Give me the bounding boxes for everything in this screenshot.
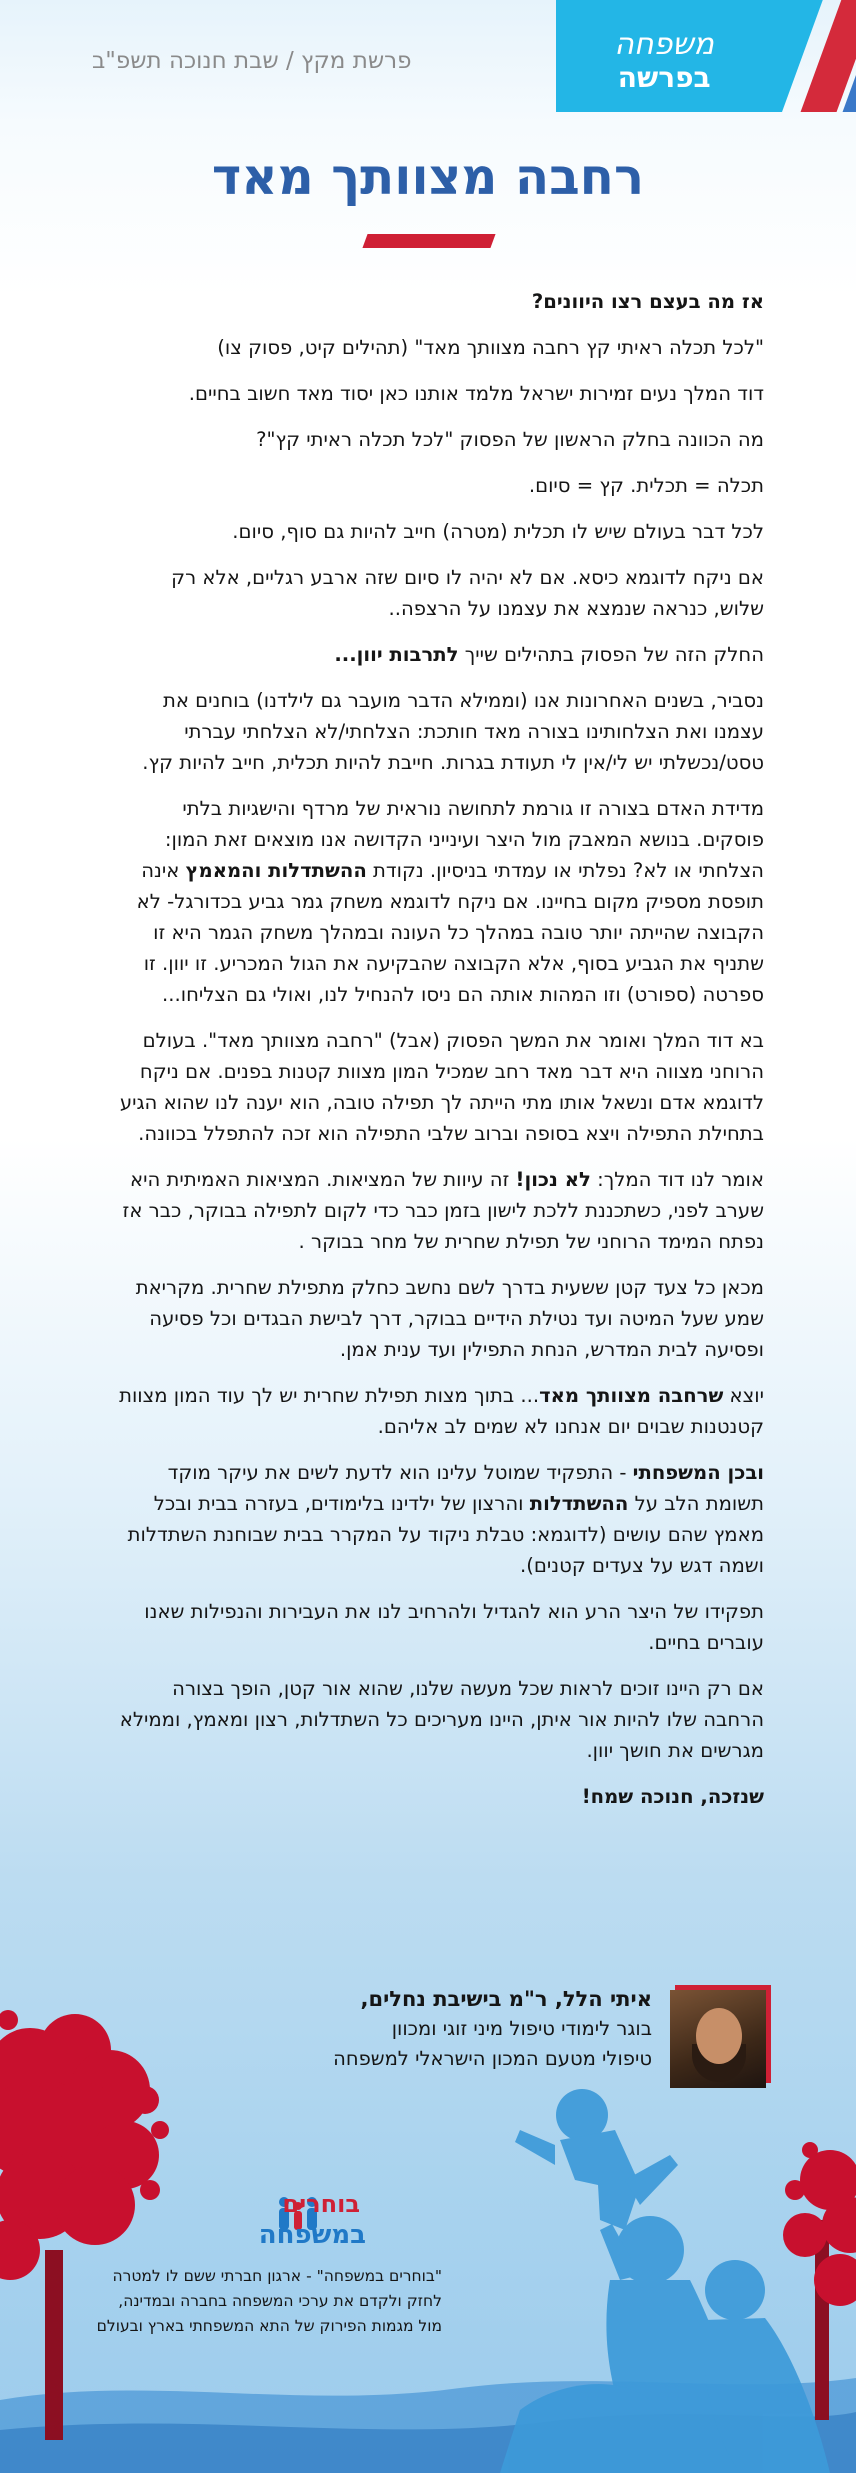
- article-paragraph: [116, 562, 764, 624]
- bold-text: ובכן המשפחתי: [632, 1461, 764, 1484]
- bold-text: ההשתדלות והמאמץ: [185, 859, 367, 882]
- article-paragraph: [116, 1380, 764, 1442]
- organization-logo: [62, 2186, 452, 2256]
- text-segment: תפקידו של היצר הרע הוא להגדיל ולהרחיב לנו את העבירות והנפילות שאנו עוברים בחיים.: [144, 1600, 764, 1654]
- text-segment: דוד המלך נעים זמירות ישראל מלמד אותנו כאן יסוד מאד חשוב בחיים.: [188, 382, 764, 405]
- article-paragraph: [116, 378, 764, 409]
- text-segment: נסביר, בשנים האחרונות אנו (וממילא הדבר מועבר גם לילדנו) בוחנים את עצמנו ואת הצלחותינו בצורה מאד חותכת: הצלחתי/לא הצלחתי עברתי טסט/נכשלתי יש לי/אין לי תעודת בגרות. חייבת להיות תכלית, חייב להיות קץ.: [142, 689, 764, 774]
- bold-text: אז מה בעצם רצו היוונים?: [531, 290, 764, 313]
- organization-desc-line-2: לחזק ולקדם את ערכי המשפחה בחברה ובמדינה,: [118, 2292, 442, 2310]
- organization-block: [62, 2186, 452, 2339]
- author-credential-1: בוגר לימודי טיפול מיני זוגי ומכוון: [391, 2017, 652, 2040]
- article-paragraph: [116, 1781, 764, 1812]
- bold-text: לתרבות יוון...: [334, 643, 459, 666]
- logo-line-2: בפרשה: [617, 61, 711, 94]
- title-underline: [362, 234, 495, 248]
- header: [0, 0, 856, 130]
- author-credential-2: טיפולי מטעם המכון הישראלי למשפחה: [333, 2047, 652, 2070]
- text-segment: בא דוד המלך ואומר את המשך הפסוק (אבל) "רחבה מצוותך מאד". בעולם הרוחני מצווה היא דבר מאד רחב שמכיל המון מצוות קטנות בפנים. אם ניקח לדוגמא אדם ונשאל אותו מתי הייתה לך תפילה טובה, הוא יענה לנו שהוא הגיע בתחילת התפילה ויצא בסופה וברוב שלבי התפילה הוא זכה להתפלל בכוונה.: [119, 1029, 764, 1145]
- article-paragraph: [116, 793, 764, 1010]
- text-segment: - התפקיד שמוטל עלינו הוא לדעת לשים את עיקר מוקד תשומת הלב על: [167, 1461, 764, 1515]
- bold-text: שרחבה מצוותך מאד: [539, 1384, 724, 1407]
- organization-desc-line-1: "בוחרים במשפחה" - ארגון חברתי ששם לו למטרה: [112, 2267, 442, 2285]
- logo-line-1: משפחה: [614, 27, 714, 62]
- author-photo: [670, 1990, 766, 2088]
- text-segment: תכלה = תכלית. קץ = סיום.: [528, 474, 764, 497]
- text-segment: אינה תופסת מספיק מקום בחיינו. אם ניקח לדוגמא משחק גמר גביע בכדורגל- לא הקבוצה שהייתה יותר טובה במהלך כל העונה ובמהלך משחק הגמר היא זו שתניף את הגביע בסוף, אלא הקבוצה שהבקיעה את הגול המכריע. זו יוון. זו ספרטה (ספורט) וזו המהות אותה הם ניסו להנחיל לנו, ואולי גם הצליחו...: [136, 859, 764, 1006]
- article-paragraph: [116, 1673, 764, 1766]
- organization-desc-line-3: מול מגמות הפירוק של התא המשפחתי בארץ ובעולם: [96, 2317, 442, 2335]
- article-paragraph: [116, 639, 764, 670]
- text-segment: "לכל תכלה ראיתי קץ רחבה מצוותך מאד" (תהילים קיט, פסוק צו): [217, 336, 764, 359]
- article-paragraph: [116, 1272, 764, 1365]
- article-paragraph: [116, 1164, 764, 1257]
- article-body: [116, 286, 764, 1827]
- article-paragraph: [116, 424, 764, 455]
- ground-wave: [0, 2378, 856, 2473]
- text-segment: והרצון של ילדינו בלימודים, בעזרה בבית ובכל מאמץ שהם עושים (לדוגמא: טבלת ניקוד על המקרר בבית שבוחנת השתדלות ושמה דגש על צעדים קטנים).: [127, 1492, 764, 1577]
- text-segment: ... בתוך מצות תפילת שחרית יש לך עוד המון מצוות קטנטנות שבוים יום אנחנו לא שמים לב אליהם.: [119, 1384, 764, 1438]
- parasha-label: פרשת מקץ / שבת חנוכה תשפ"ב: [92, 48, 412, 74]
- article-paragraph: [116, 1596, 764, 1658]
- article-paragraph: [116, 332, 764, 363]
- article-paragraph: [116, 1457, 764, 1581]
- text-segment: זה עיוות של המציאות. המציאות האמיתית היא שערב לפני, כשתכננת ללכת לישון בזמן כבר כדי לקום לתפילה בבוקר, כבר אז נפתח המימד הרוחני של תפילת שחרית של מחר בבוקר .: [122, 1168, 764, 1253]
- brand-logo: [556, 0, 856, 112]
- family-silhouette: [500, 2089, 830, 2473]
- author-name: איתי הלל, ר"מ בישיבת נחלים,: [360, 1987, 652, 2011]
- red-tree-right: [783, 2142, 856, 2420]
- article-paragraph: [116, 685, 764, 778]
- article-paragraph: [116, 470, 764, 501]
- text-segment: אם ניקח לדוגמא כיסא. אם לא יהיה לו סיום שזה ארבע רגליים, אלא רק שלוש, כנראה שנמצא את עצמנו על הרצפה..: [171, 566, 764, 620]
- article-paragraph: [116, 286, 764, 317]
- text-segment: אומר לנו דוד המלך:: [590, 1168, 764, 1191]
- page-title: רחבה מצוותך מאד: [211, 148, 645, 206]
- bold-text: שנזכה, חנוכה שמח!: [581, 1785, 764, 1808]
- text-segment: מדידת האדם בצורה זו גורמת לתחושה נוראית של מרדף והישגיות בלתי פוסקים. בנושא המאבק מול היצר ועינייני הקדושה אנו מוצאים זאת המון: הצלחתי או לא? נפלתי או עמדתי בניסיון. נקודת: [164, 797, 764, 882]
- text-segment: יוצא: [723, 1384, 764, 1407]
- bold-text: ההשתדלות: [529, 1492, 629, 1515]
- organization-name-2: במשפחה: [258, 2220, 366, 2250]
- text-segment: מה הכוונה בחלק הראשון של הפסוק "לכל תכלה ראיתי קץ"?: [256, 428, 764, 451]
- organization-description: [62, 2264, 452, 2339]
- bold-text: לא נכון!: [515, 1168, 591, 1191]
- text-segment: אם רק היינו זוכים לראות שכל מעשה שלנו, שהוא אור קטן, הופך בצורה הרחבה שלו להיות אור איתן, היינו מעריכים כל השתדלות, רצון ומאמץ, וממילא מגרשים את חושך יוון.: [119, 1677, 764, 1762]
- text-segment: מכאן כל צעד קטן ששעית בדרך לשם נחשב כחלק מתפילת שחרית. מקריאת שמע שעל המיטה ועד נטילת הידיים בבוקר, דרך לבישת הבגדים וכל פסיעה ופסיעה לבית המדרש, הנחת התפילין ועד ענית אמן.: [135, 1276, 764, 1361]
- text-segment: החלק הזה של הפסוק בתהילים שייך: [458, 643, 764, 666]
- organization-name-1: בוחרים: [282, 2190, 360, 2218]
- text-segment: לכל דבר בעולם שיש לו תכלית (מטרה) חייב להיות גם סוף, סיום.: [232, 520, 764, 543]
- article-paragraph: [116, 516, 764, 547]
- article-paragraph: [116, 1025, 764, 1149]
